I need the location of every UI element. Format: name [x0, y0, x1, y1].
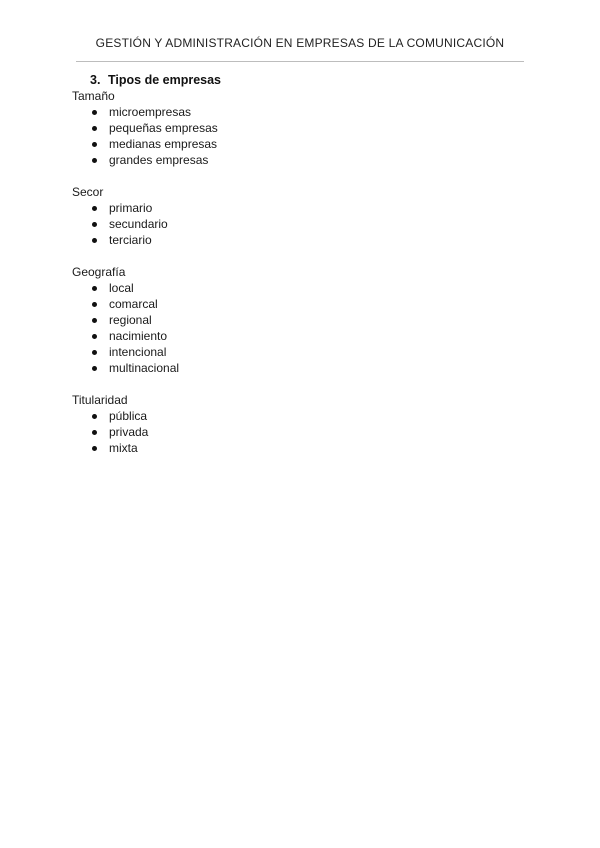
bullet-list: [72, 408, 532, 456]
list-item-label: terciario: [109, 233, 152, 247]
bullet-dot-icon: [92, 142, 97, 147]
bullet-dot-icon: [92, 222, 97, 227]
list-item-label: primario: [109, 201, 153, 215]
list-item-label: multinacional: [109, 361, 180, 375]
list-item: [72, 152, 532, 168]
list-item: [72, 216, 532, 232]
bullet-list: [72, 280, 532, 376]
group-heading: Secor: [72, 185, 104, 199]
group-titularidad: [72, 392, 532, 456]
list-item: [72, 312, 532, 328]
list-item-label: microempresas: [109, 105, 192, 119]
bullet-list: [72, 104, 532, 168]
bullet-dot-icon: [92, 414, 97, 419]
list-item-label: medianas empresas: [109, 137, 218, 151]
bullet-dot-icon: [92, 366, 97, 371]
document-body: [72, 72, 532, 456]
list-item: [72, 280, 532, 296]
list-item-label: secundario: [109, 217, 168, 231]
bullet-dot-icon: [92, 158, 97, 163]
group-heading: Tamaño: [72, 89, 115, 103]
list-item: [72, 104, 532, 120]
bullet-dot-icon: [92, 238, 97, 243]
list-item-label: mixta: [109, 441, 138, 455]
list-item: [72, 408, 532, 424]
bullet-dot-icon: [92, 350, 97, 355]
list-item-label: pública: [109, 409, 148, 423]
page-header: GESTIÓN Y ADMINISTRACIÓN EN EMPRESAS DE LA COMUNICACIÓN: [95, 36, 505, 50]
section-number: 3.: [90, 73, 101, 87]
group-sector: [72, 184, 532, 248]
list-item: [72, 120, 532, 136]
bullet-dot-icon: [92, 206, 97, 211]
bullet-dot-icon: [92, 286, 97, 291]
bullet-dot-icon: [92, 430, 97, 435]
list-item: [72, 424, 532, 440]
list-item-label: privada: [109, 425, 149, 439]
list-item: [72, 296, 532, 312]
list-item: [72, 344, 532, 360]
list-item: [72, 136, 532, 152]
header-divider: [76, 61, 524, 62]
list-item: [72, 232, 532, 248]
list-item: [72, 440, 532, 456]
group-heading: Geografía: [72, 265, 126, 279]
list-item-label: comarcal: [109, 297, 158, 311]
list-item: [72, 328, 532, 344]
list-item-label: intencional: [109, 345, 167, 359]
bullet-dot-icon: [92, 334, 97, 339]
bullet-list: [72, 200, 532, 248]
section-title-text: Tipos de empresas: [108, 73, 222, 87]
bullet-dot-icon: [92, 302, 97, 307]
list-item-label: pequeñas empresas: [109, 121, 218, 135]
list-item-label: nacimiento: [109, 329, 168, 343]
list-item: [72, 360, 532, 376]
bullet-dot-icon: [92, 318, 97, 323]
bullet-dot-icon: [92, 446, 97, 451]
list-item-label: local: [109, 281, 134, 295]
group-geografia: [72, 264, 532, 376]
section-title: [72, 72, 532, 88]
list-item: [72, 200, 532, 216]
bullet-dot-icon: [92, 110, 97, 115]
group-tamano: [72, 88, 532, 168]
list-item-label: regional: [109, 313, 152, 327]
group-heading: Titularidad: [72, 393, 128, 407]
bullet-dot-icon: [92, 126, 97, 131]
list-item-label: grandes empresas: [109, 153, 209, 167]
